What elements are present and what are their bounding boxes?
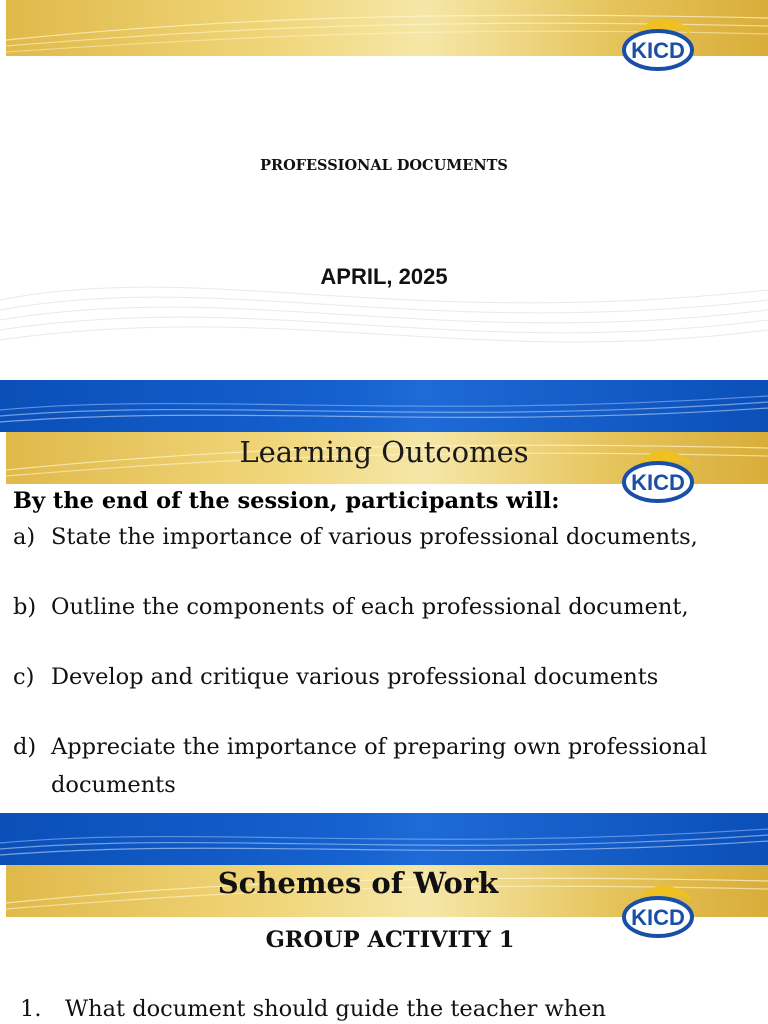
slide-heading: Schemes of Work <box>217 866 499 900</box>
outcome-item-b <box>13 588 763 626</box>
schemes-of-work-slide <box>0 813 768 1024</box>
outcome-text: Outline the components of each professional document, <box>51 594 689 620</box>
presentation-date: APRIL, 2025 <box>320 264 448 289</box>
top-blue-band <box>0 813 768 865</box>
top-blue-band <box>0 380 768 432</box>
presentation-title: PROFESSIONAL DOCUMENTS <box>260 157 508 174</box>
learning-outcomes-slide <box>0 380 768 813</box>
outcome-marker: b) <box>13 594 37 620</box>
svg-text:KICD: KICD <box>631 470 685 495</box>
activity-subheading: GROUP ACTIVITY 1 <box>265 927 515 953</box>
outcome-marker: a) <box>13 524 36 550</box>
outcome-marker: c) <box>13 664 35 690</box>
outcome-item-d <box>13 728 763 798</box>
outcomes-lead-text: By the end of the session, participants will: <box>13 488 560 514</box>
svg-text:KICD: KICD <box>631 905 685 930</box>
activity-question <box>20 996 760 1022</box>
outcome-text: Develop and critique various professional documents <box>51 664 659 690</box>
outcome-item-c <box>13 658 763 696</box>
outcome-text: Appreciate the importance of preparing own professional documents <box>51 734 708 798</box>
slide-heading: Learning Outcomes <box>239 435 529 469</box>
outcome-item-a <box>13 518 763 556</box>
outcome-marker: d) <box>13 734 37 760</box>
title-slide <box>0 0 768 380</box>
blue-band-swoosh-decoration <box>0 813 768 865</box>
background-wave-decoration <box>0 0 768 380</box>
question-number: 1. <box>20 996 42 1022</box>
outcome-text: State the importance of various professional documents, <box>51 524 698 550</box>
blue-band-swoosh-decoration <box>0 380 768 432</box>
question-text: What document should guide the teacher when <box>65 996 607 1022</box>
svg-text:KICD: KICD <box>631 38 685 63</box>
